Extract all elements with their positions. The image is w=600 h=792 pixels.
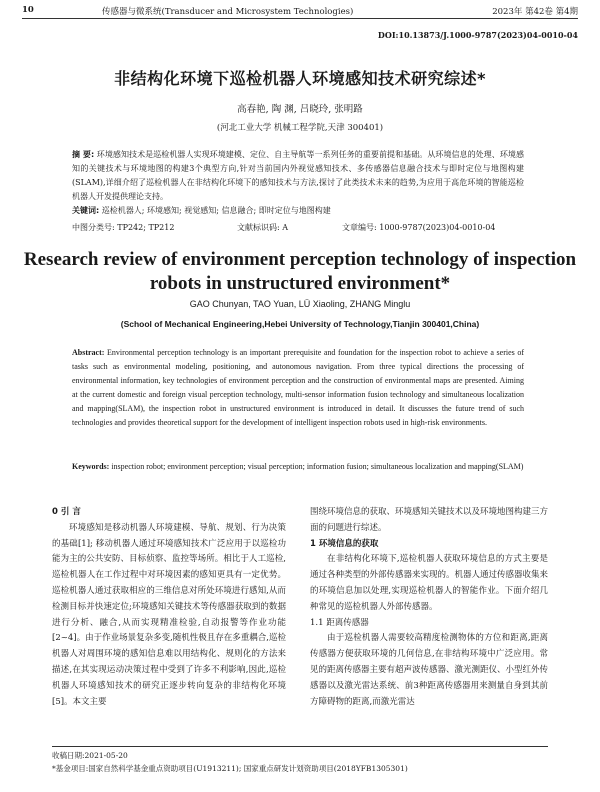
cn-abstract-label: 摘 要:: [72, 150, 95, 159]
en-affiliation: (School of Mechanical Engineering,Hebei University of Technology,Tianjin 300401,China): [120, 319, 480, 329]
intro-continuation: 围绕环境信息的获取、环境感知关键技术以及环境地图构建三方面的问题进行综述。: [310, 507, 549, 533]
section1-heading: 1 环境信息的获取: [310, 538, 379, 549]
intro-heading: 0 引 言: [52, 507, 81, 517]
article-number: 文章编号: 1000-9787(2023)04-0010-04: [342, 223, 496, 232]
en-authors: GAO Chunyan, TAO Yuan, LÜ Xiaoling, ZHANG Minglu: [189, 299, 411, 309]
en-keywords: [72, 460, 524, 474]
received-date: 收稿日期:2021-05-20: [52, 751, 128, 760]
en-abstract: [72, 346, 524, 430]
cn-keywords-label: 关键词:: [72, 206, 100, 215]
en-keywords-text: inspection robot; environment perception; visual perception; information fusion; simultaneous localization and mapping(SLAM): [111, 462, 524, 471]
page-number: 10: [22, 5, 34, 15]
doc-code: 文献标识码: A: [237, 223, 289, 232]
body-left-column: [52, 505, 286, 710]
doi: DOI:10.13873/J.1000-9787(2023)04-0010-04: [377, 30, 578, 40]
clc-number: 中图分类号: TP242; TP212: [72, 223, 175, 232]
footnote: [52, 746, 548, 775]
section1-paragraph: 在非结构化环境下,巡检机器人获取环境信息的方式主要是通过各种类型的外部传感器来实现的。机器人通过传感器收集来的环境信息加以处理,实现巡检机器人的智能作业。下面介绍几种常见的巡检机器人外部传感器。: [310, 554, 549, 612]
fund-note: *基金项目:国家自然科学基金重点资助项目(U1913211); 国家重点研发计划资助项目(2018YFB1305301): [52, 764, 408, 773]
intro-paragraph: 环境感知是移动机器人环境建模、导航、规划、行为决策的基础[1]; 移动机器人通过环境感知技术广泛应用于以巡检功能为主的公共安防、目标侦察、监控等场所。相比于人工巡检,巡检机器人在工作过程中对环境因素的感知更具有一定优势。巡检机器人通过获取相应的三维信息对所处环境进行感知,从而检测目标并快速定位;环境感知关键技术等传感器获取到的数据进行分析、融合,从而实现精准检验,自动报警等作业功能[2~4]。由于作业场景复杂多变,随机性极且存在多重耦合,巡检机器人对周围环境的感知信息难以用结构化、规则化的方法来描述,在其实现运动决策过程中受到了许多不利影响,因此,巡检机器人环境感知技术的研究正逐步转向复杂的非结构化环境[5]。本文主要: [52, 522, 286, 707]
en-keywords-label: Keywords:: [72, 462, 110, 471]
cn-abstract-text: 环境感知技术是巡检机器人实现环境建模、定位、自主导航等一系列任务的重要前提和基础。从环境信息的处理、环境感知的关键技术与环境地图的构建3个典型方向,针对当前国内外视觉感知技术、多传感器信息融合技术与即时定位与地图构建(SLAM),详细介绍了巡检机器人在非结构化环境下的感知技术与方法,探讨了此类技术未来的趋势,为应用于高危环境的智能巡检机器人开发提供理论支持。: [72, 150, 524, 201]
journal-name: 传感器与微系统(Transducer and Microsystem Technologies): [102, 7, 354, 17]
cn-affiliation: (河北工业大学 机械工程学院,天津 300401): [216, 123, 384, 133]
cn-authors: 高春艳, 陶 渊, 吕晓玲, 张明路: [237, 104, 363, 115]
cn-abstract: [72, 148, 524, 218]
en-abstract-text: Environmental perception technology is an important prerequisite and foundation for the inspection robot to achieve a series of tasks such as environmental modeling, positioning, and autonomous navigation. From three typical directions the processing of environmental information, key technologies of environment perception and the construction of environmental maps are presented. Aiming at the current domestic and foreign visual perception technology, multi-sensor information fusion technology and simultaneous localization and mapping(SLAM), the inspection robot in unstructured environment is introduced in detail. It discusses the future trend of such technologies and provides theoretical support for the development of intelligent inspection robots used in high-risk environments.: [72, 348, 525, 427]
running-header: [22, 4, 578, 19]
cn-title: 非结构化环境下巡检机器人环境感知技术研究综述*: [114, 69, 486, 88]
en-abstract-label: Abstract:: [72, 348, 105, 357]
cn-keywords-text: 巡检机器人; 环境感知; 视觉感知; 信息融合; 即时定位与地图构建: [101, 206, 331, 215]
en-title: Research review of environment perception technology of inspection robots in unstructured environment*: [23, 249, 577, 294]
section1-1-heading: 1.1 距离传感器: [310, 617, 369, 628]
volume-issue: 2023年 第42卷 第4期: [492, 7, 578, 17]
section1-1-paragraph: 由于巡检机器人需要较高精度检测物体的方位和距离,距离传感器方便获取环境的几何信息,在非结构环境中广泛应用。常见的距离传感器主要有超声波传感器、激光测距仪、小型红外传感器以及激光雷达系统、前3种距离传感器用来测量自身到其前方障碍物的距离,而激光雷达: [310, 633, 549, 707]
body-right-column: [310, 505, 548, 710]
